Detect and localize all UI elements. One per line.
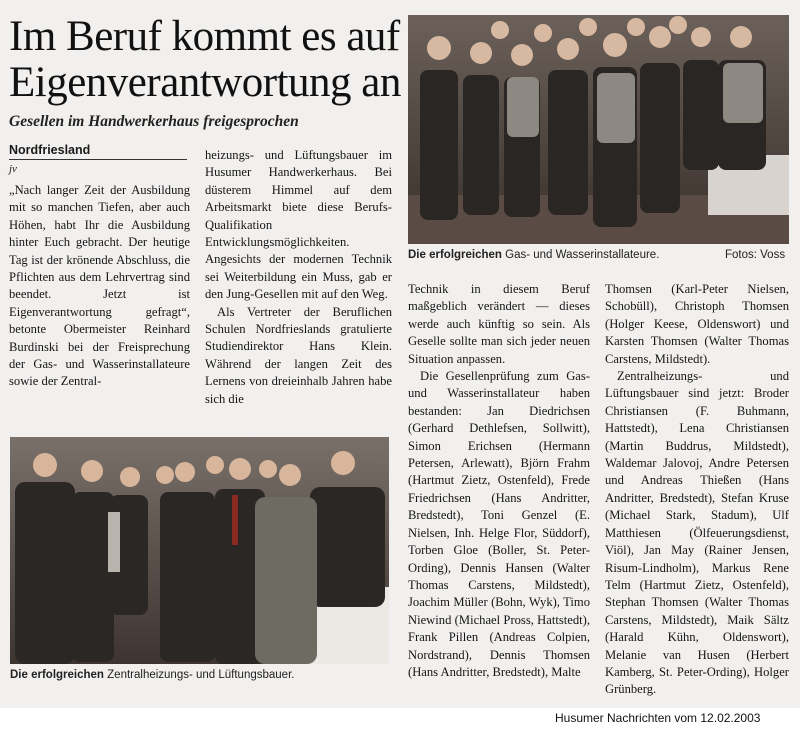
paragraph: heizungs- und Lüftungsbauer im Husumer Handwerkerhaus. Bei düsterem Himmel auf dem Arbeitsmarkt biete diese Berufs-Qualifikation Entwicklungsmöglichkeiten. Angesichts der modernen Technik sei Weiterbildung ein Muss, gab er den Jung-Gesellen mit auf den Weg. — [205, 148, 392, 302]
photo-credit: Fotos: Voss — [725, 249, 786, 261]
group-photo-gas-water-installers — [408, 15, 789, 244]
paragraph: Als Vertreter der Beruflichen Schulen Nordfrieslands gratulierte Studiendirektor Hans Klein. Während der langen Zeit des Lernens von dreieinhalb Jahren habe sich die — [205, 304, 392, 406]
bottom-photo-caption — [10, 669, 294, 681]
top-photo-caption — [408, 249, 659, 261]
paragraph: „Nach langer Zeit der Ausbildung mit so manchen Tiefen, aber auch Höhen, habt Ihr die Ausbildung hinter Euch gebracht. Der heutige Tag ist der krönende Abschluss, die Pflichten aus dem Lehrvertrag sind beendet. Jetzt ist Eigenverantwortung gefragt“, betonte Obermeister Reinhard Burdinski bei der Freisprechung der Gas- und Wasserinstallateure sowie der Zentral- — [9, 183, 190, 389]
caption-bold: Die erfolgreichen — [10, 669, 104, 681]
show-through-right — [790, 268, 800, 298]
article-column-3 — [408, 281, 590, 681]
subheadline: Gesellen im Handwerkerhaus freigesprochen — [9, 113, 299, 130]
headline: Im Beruf kommt es auf Eigenverantwortung an — [9, 13, 401, 106]
author-initials: jv — [9, 163, 17, 175]
source-line: Husumer Nachrichten vom 12.02.2003 — [555, 711, 761, 725]
caption-text: Zentralheizungs- und Lüftungsbauer. — [103, 669, 295, 681]
paragraph: Zentralheizungs- und Lüftungsbauer sind jetzt: Broder Christiansen (F. Buhmann, Hattstedt), Lena Christiansen (Martin Buddrus, Mildstedt), Waldemar Jalovoj, Andre Petersen und Andreas Thießen (Hans Andritter, Bredstedt), Stefan Kruse (Michael Stark, Stadum), Ulf Matthiesen (Ölfeuerungsdienst, Viöl), Jan May (Rainer Jensen, Risum-Lindholm), Markus Rene Telm (Hartmut Zietz, Ostenfeld), Stephan Thomsen (Walter Thomas Carstens, Mildstedt), Maik Sältz (Harald Kühn, Oldenswort), Melanie van Husen (Herbert Kamberg, St. Peter-Ording), Holger Grünberg. — [605, 369, 789, 697]
paragraph: Thomsen (Karl-Peter Nielsen, Schobüll), Christoph Thomsen (Holger Keese, Oldenswort) und Karsten Thomsen (Walter Thomas Carstens, Mildstedt). — [605, 282, 789, 366]
group-photo-heating-ventilation — [10, 437, 389, 664]
paragraph: Die Gesellenprüfung zum Gas- und Wasserinstallateur haben bestanden: Jan Diedrichsen (Gerhard Dethlefsen, Sollwitt), Simon Erichsen (Hermann Petersen, Arlewatt), Björn Frahm (Hartmut Zietz, Ostenfeld), Frede Friedrichsen (Hans Andritter, Bredstedt), Toni Genzel (E. Nielsen, Inh. Helge Flor, Süddorf), Torben Gloe (Boller, St. Peter-Ording), Dennis Hansen (Walter Thomas Carstens, Mildstedt), Joachim Müller (Bohn, Wyk), Timo Niewind (Michael Pross, Hattstedt), Frank Pillen (Andreas Colpien, Nordstrand), Dennis Thomsen (Hans Andritter, Bredstedt), Malte — [408, 369, 590, 679]
paragraph: Technik in diesem Beruf maßgeblich verändert — dieses werde auch künftig so sein. Als Geselle sollte man sich jeder neuen Situation anpassen. — [408, 282, 590, 366]
article-column-2 — [205, 147, 392, 408]
caption-bold: Die erfolgreichen — [408, 249, 502, 261]
article-column-4 — [605, 281, 789, 699]
article-column-1 — [9, 182, 190, 391]
caption-text: Gas- und Wasserinstallateure. — [501, 249, 660, 261]
dateline: Nordfriesland — [9, 143, 187, 160]
